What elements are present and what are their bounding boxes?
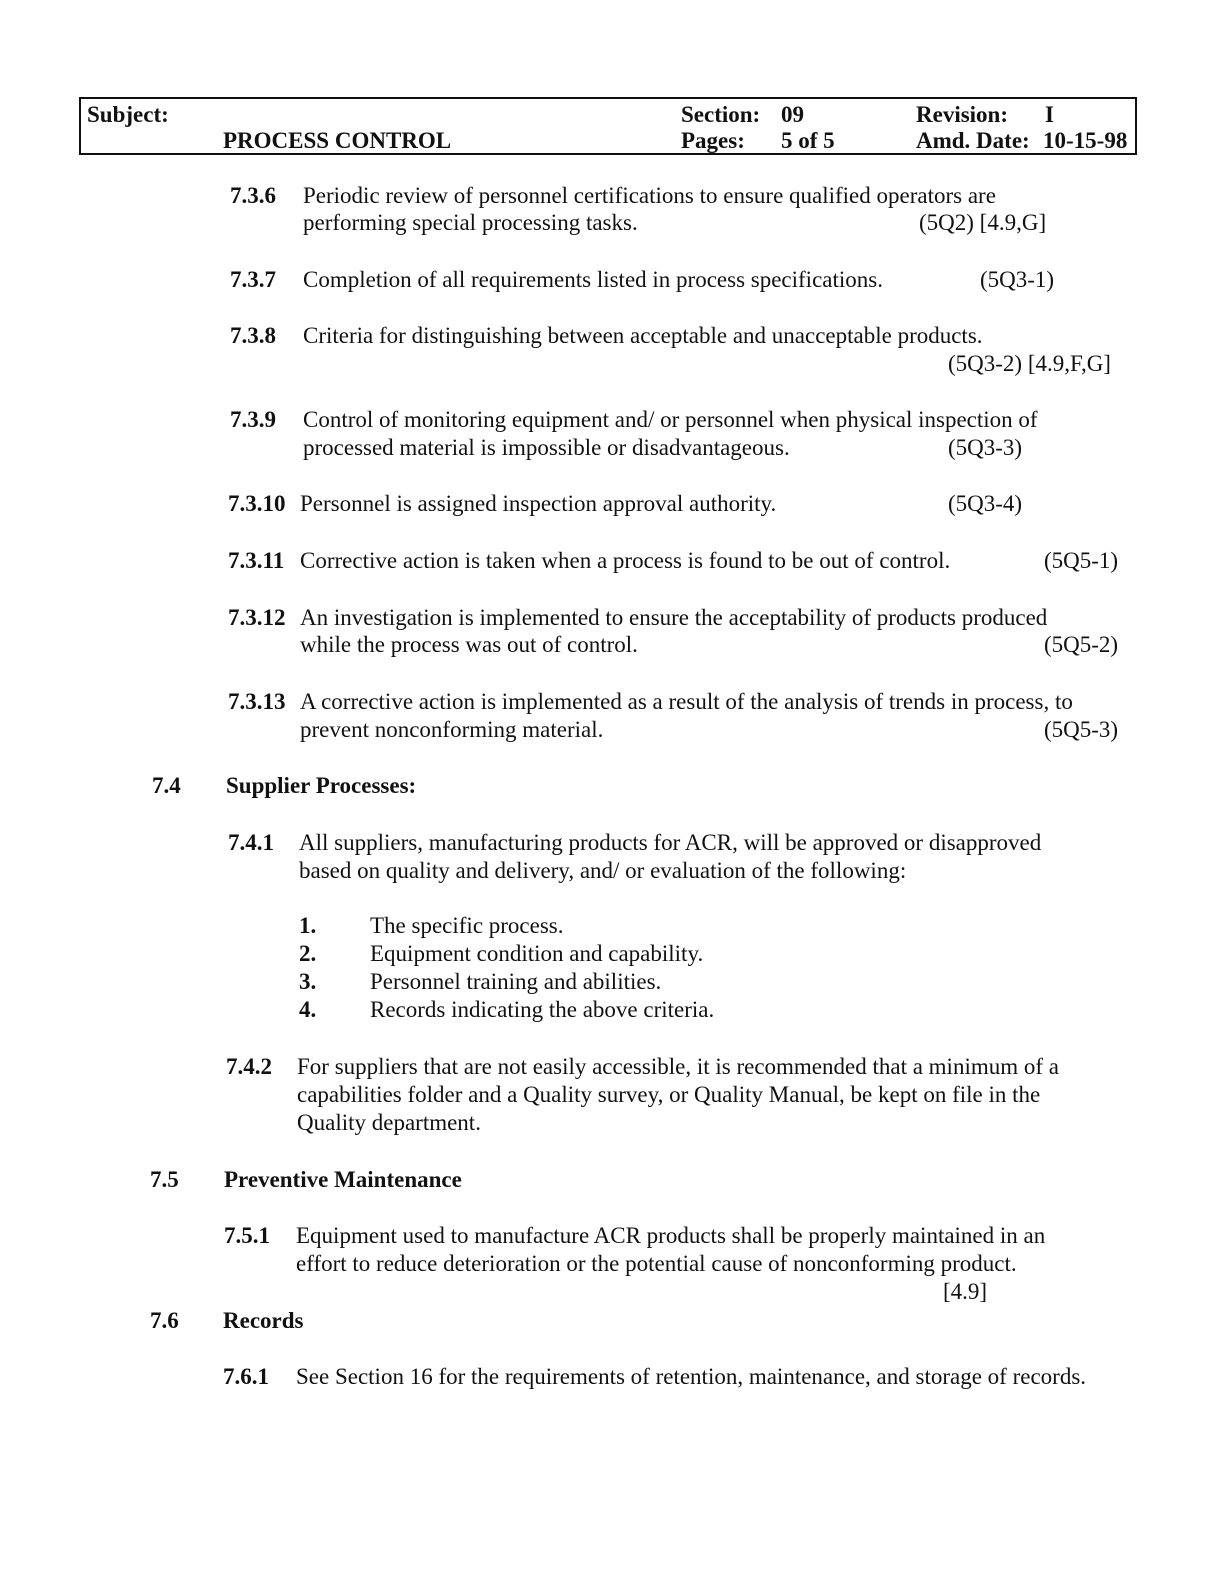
list-item-number: 1.: [299, 913, 317, 938]
item-number: 7.3.8: [230, 323, 276, 348]
section-number: 7.5: [150, 1167, 179, 1192]
section-number: 7.6: [150, 1308, 179, 1333]
list-item-number: 3.: [299, 969, 317, 994]
item-text-line: Criteria for distinguishing between acceptable and unacceptable products.: [303, 323, 983, 348]
item-text-line: Equipment used to manufacture ACR products shall be properly maintained in an: [296, 1223, 1046, 1248]
item-number: 7.3.9: [230, 407, 276, 432]
item-number: 7.4.2: [226, 1054, 272, 1079]
pages-value: 5 of 5: [781, 128, 835, 153]
item-number: 7.3.13: [228, 689, 286, 714]
list-item-text: The specific process.: [370, 913, 564, 938]
item-text-line: performing special processing tasks.: [303, 210, 638, 235]
item-text-line: See Section 16 for the requirements of retention, maintenance, and storage of records.: [296, 1364, 1087, 1389]
item-reference: (5Q5-2): [1044, 632, 1119, 657]
list-item-text: Records indicating the above criteria.: [370, 997, 715, 1022]
section-number: 7.4: [152, 773, 181, 798]
item-text-line: Personnel is assigned inspection approval authority.: [300, 491, 777, 516]
item-number: 7.5.1: [224, 1223, 270, 1248]
item-text-line: Completion of all requirements listed in process specifications.: [303, 267, 883, 292]
item-text-line: An investigation is implemented to ensure the acceptability of products produced: [300, 605, 1048, 630]
item-number: 7.3.12: [228, 605, 286, 630]
section-title: Preventive Maintenance: [224, 1167, 462, 1192]
item-reference: (5Q5-1): [1044, 548, 1119, 573]
item-text-line: effort to reduce deterioration or the potential cause of nonconforming product.: [296, 1251, 1017, 1276]
list-item-number: 2.: [299, 941, 317, 966]
section-title: Records: [223, 1308, 304, 1333]
item-text-line: Corrective action is taken when a process is found to be out of control.: [300, 548, 951, 573]
amd-date-value: 10-15-98: [1043, 128, 1128, 153]
list-item-text: Personnel training and abilities.: [370, 969, 662, 994]
item-text-line: A corrective action is implemented as a result of the analysis of trends in process, to: [300, 689, 1073, 714]
revision-value: I: [1045, 102, 1054, 127]
item-text-line: prevent nonconforming material.: [300, 717, 604, 742]
item-reference: (5Q2) [4.9,G]: [919, 210, 1047, 235]
item-reference: (5Q3-4): [948, 491, 1023, 516]
item-text-line: Control of monitoring equipment and/ or personnel when physical inspection of: [303, 407, 1038, 432]
item-text-line: based on quality and delivery, and/ or evaluation of the following:: [299, 858, 907, 883]
item-text-line: while the process was out of control.: [300, 632, 638, 657]
list-item-number: 4.: [299, 997, 317, 1022]
item-text-line: processed material is impossible or disadvantageous.: [303, 435, 790, 460]
subject-value: PROCESS CONTROL: [223, 128, 452, 153]
item-number: 7.3.10: [228, 491, 286, 516]
item-text-line: capabilities folder and a Quality survey, or Quality Manual, be kept on file in the: [297, 1082, 1041, 1107]
item-number: 7.6.1: [223, 1364, 269, 1389]
item-reference: (5Q3-1): [980, 267, 1055, 292]
subject-label: Subject:: [87, 102, 169, 127]
item-reference: [4.9]: [943, 1279, 988, 1304]
section-title: Supplier Processes:: [226, 773, 417, 798]
item-reference: (5Q3-2) [4.9,F,G]: [948, 351, 1111, 376]
pages-label: Pages:: [681, 128, 745, 153]
item-text-line: Periodic review of personnel certifications to ensure qualified operators are: [303, 183, 996, 208]
document-header: [79, 97, 1137, 155]
amd-date-label: Amd. Date:: [916, 128, 1030, 153]
item-text-line: All suppliers, manufacturing products for ACR, will be approved or disapproved: [299, 830, 1042, 855]
item-number: 7.3.7: [230, 267, 276, 292]
item-reference: (5Q5-3): [1044, 717, 1119, 742]
item-number: 7.3.11: [228, 548, 285, 573]
section-label: Section:: [681, 102, 761, 127]
item-number: 7.4.1: [228, 830, 274, 855]
item-number: 7.3.6: [230, 183, 276, 208]
item-text-line: Quality department.: [297, 1110, 481, 1135]
list-item-text: Equipment condition and capability.: [370, 941, 704, 966]
item-reference: (5Q3-3): [948, 435, 1023, 460]
revision-label: Revision:: [916, 102, 1008, 127]
section-value: 09: [781, 102, 804, 127]
item-text-line: For suppliers that are not easily accessible, it is recommended that a minimum of a: [297, 1054, 1059, 1079]
